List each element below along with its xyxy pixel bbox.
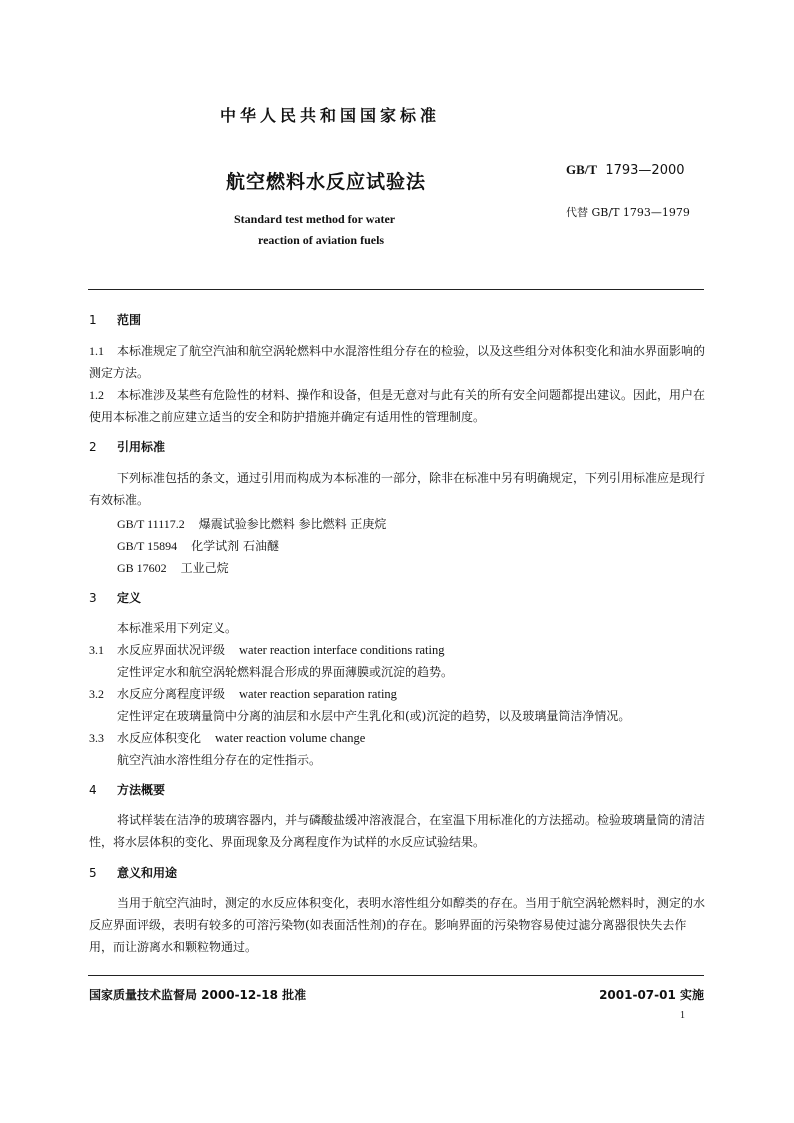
- reference-code: GB 17602: [117, 561, 167, 575]
- clause-number: 3.1: [89, 643, 104, 657]
- section-5-heading: [89, 864, 177, 881]
- reference-item: [117, 559, 229, 576]
- definition-term: 水反应体积变化: [117, 731, 202, 745]
- page-number: 1: [680, 1010, 685, 1021]
- section-5-text: 当用于航空汽油时，测定的水反应体积变化，表明水溶性组分如醇类的存在。当用于航空涡轮燃料时，测定的水反应界面评级，表明有较多的可溶污染物(如表面活性剂)的存在。影响界面的污染物容易使过滤分离器很快失去作用，而让游离水和颗粒物通过。: [89, 896, 706, 954]
- section-number: 4: [89, 783, 97, 797]
- standard-number-value: 1793—2000: [605, 163, 685, 178]
- clause-1-2: [89, 384, 705, 428]
- standard-prefix: GB/T: [566, 162, 598, 177]
- clause-text: 本标准涉及某些有危险性的材料、操作和设备，但是无意对与此有关的所有安全问题都提出建议。因此，用户在使用本标准之前应建立适当的安全和防护措施并确定有适用性的管理制度。: [89, 388, 706, 424]
- section-1-heading: [89, 311, 141, 328]
- section-2-heading: [89, 438, 165, 455]
- reference-name: 爆震试验参比燃料 参比燃料 正庚烷: [198, 517, 387, 531]
- standard-number: [566, 162, 685, 178]
- section-title: 方法概要: [117, 783, 166, 797]
- reference-name: 工业己烷: [180, 561, 229, 575]
- reference-item: [117, 515, 386, 532]
- definition-description: 定性评定水和航空涡轮燃料混合形成的界面薄膜或沉淀的趋势。: [117, 665, 454, 679]
- definition-term-english: water reaction volume change: [215, 731, 366, 745]
- definition-term-english: water reaction interface conditions rating: [239, 643, 445, 657]
- clause-text: 本标准规定了航空汽油和航空涡轮燃料中水混溶性组分存在的检验，以及这些组分对体积变化和油水界面影响的测定方法。: [89, 344, 706, 380]
- reference-code: GB/T 11117.2: [117, 517, 185, 531]
- section-3-heading: [89, 589, 141, 606]
- section-3-intro: 本标准采用下列定义。: [117, 621, 238, 635]
- section-title: 定义: [117, 591, 142, 605]
- replaces-standard: 代替 GB/T 1793—1979: [566, 206, 690, 219]
- section-number: 3: [89, 591, 97, 605]
- footer-divider: [88, 975, 704, 976]
- definition-3-1: [89, 641, 444, 658]
- national-standard-heading: 中华人民共和国国家标准: [219, 106, 440, 125]
- definition-3-2: [89, 685, 397, 702]
- section-title: 意义和用途: [117, 866, 178, 880]
- definition-3-3: [89, 729, 365, 746]
- header-divider: [88, 289, 704, 290]
- clause-number: 3.2: [89, 687, 104, 701]
- english-title-line-2: reaction of aviation fuels: [258, 233, 385, 247]
- definition-term: 水反应分离程度评级: [117, 687, 226, 701]
- section-title: 范围: [117, 313, 142, 327]
- english-title-line-1: Standard test method for water: [234, 212, 396, 226]
- section-4-heading: [89, 781, 165, 798]
- reference-item: [117, 537, 279, 554]
- definition-description: 航空汽油水溶性组分存在的定性指示。: [117, 753, 322, 767]
- standard-title: 航空燃料水反应试验法: [226, 171, 427, 193]
- section-4-text: 将试样装在洁净的玻璃容器内，并与磷酸盐缓冲溶液混合，在室温下用标准化的方法摇动。检验玻璃量筒的清洁性，将水层体积的变化、界面现象及分离程度作为试样的水反应试验结果。: [89, 813, 706, 849]
- clause-number: 1.1: [89, 344, 104, 358]
- section-number: 1: [89, 313, 97, 327]
- section-title: 引用标准: [117, 440, 166, 454]
- clause-number: 3.3: [89, 731, 104, 745]
- clause-1-1: [89, 340, 705, 384]
- definition-description: 定性评定在玻璃量筒中分离的油层和水层中产生乳化和(或)沉淀的趋势，以及玻璃量筒洁净情况。: [117, 709, 631, 723]
- definition-term: 水反应界面状况评级: [117, 643, 226, 657]
- section-number: 5: [89, 866, 97, 880]
- reference-name: 化学试剂 石油醚: [191, 539, 279, 553]
- definition-term-english: water reaction separation rating: [239, 687, 397, 701]
- approval-statement: 国家质量技术监督局 2000-12-18 批准: [89, 988, 307, 1002]
- section-number: 2: [89, 440, 97, 454]
- reference-code: GB/T 15894: [117, 539, 178, 553]
- section-2-intro: 下列标准包括的条文，通过引用而构成为本标准的一部分，除非在标准中另有明确规定，下列引用标准应是现行有效标准。: [89, 471, 706, 507]
- clause-number: 1.2: [89, 388, 104, 402]
- effective-date: 2001-07-01 实施: [599, 988, 704, 1002]
